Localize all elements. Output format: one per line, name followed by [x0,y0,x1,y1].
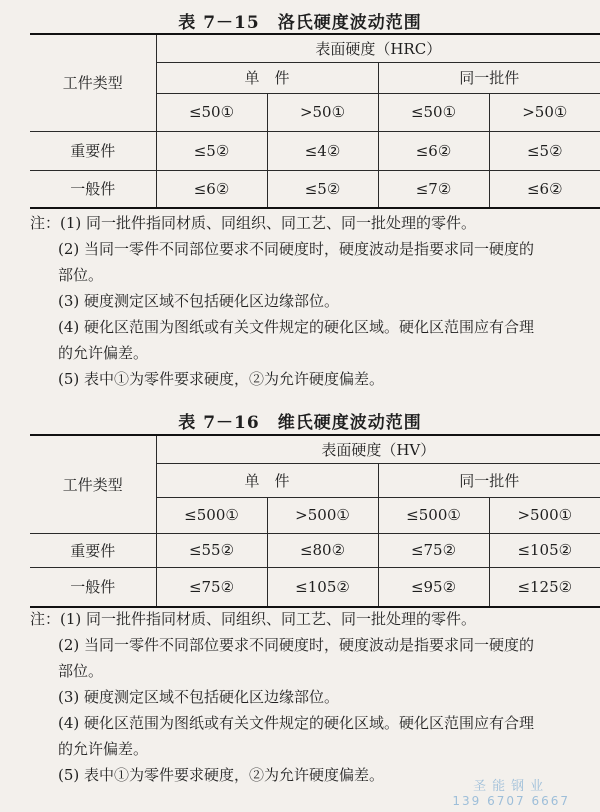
header-surface-hardness: 表面硬度（HRC） [156,34,600,62]
table-cell: ≤5② [267,170,378,208]
header-same-batch: 同一批件 [378,62,600,93]
note-4: (4) 硬化区范围为图纸或有关文件规定的硬化区域。硬化区范围应有合理 [58,714,535,732]
table-notes [30,606,598,788]
header-workpiece-type: 工件类型 [30,34,156,131]
row-label: 重要件 [30,533,156,567]
note-3: (3) 硬度测定区域不包括硬化区边缘部位。 [58,688,340,706]
subheader-cell: >50① [267,93,378,131]
row-label: 一般件 [30,170,156,208]
header-single-piece: 单 件 [156,62,378,93]
table-cell: ≤7② [378,170,489,208]
subheader-cell: ≤50① [378,93,489,131]
row-label: 重要件 [30,131,156,170]
hardness-table-hrc [30,33,600,209]
table-cell: ≤80② [267,533,378,567]
watermark [452,775,570,808]
subheader-cell: ≤50① [156,93,267,131]
table-row [30,567,600,607]
table-cell: ≤125② [489,567,600,607]
table-notes [30,210,598,392]
table-row [30,533,600,567]
table-cell: ≤75② [378,533,489,567]
table-title: 表 7－15 洛氏硬度波动范围 [178,13,422,33]
table-cell: ≤6② [489,170,600,208]
table-cell: ≤6② [156,170,267,208]
table-cell: ≤95② [378,567,489,607]
subheader-cell: ≤500① [156,497,267,533]
note-4-continued: 的允许偏差。 [58,344,149,362]
note-4-continued: 的允许偏差。 [58,740,149,758]
subheader-cell: >500① [267,497,378,533]
note-2-continued: 部位。 [58,662,104,680]
table-title: 表 7－16 维氏硬度波动范围 [178,413,422,433]
table-cell: ≤55② [156,533,267,567]
note-4: (4) 硬化区范围为图纸或有关文件规定的硬化区域。硬化区范围应有合理 [58,318,535,336]
watermark-phone: 139 6707 6667 [452,794,570,808]
table-cell: ≤105② [489,533,600,567]
note-2: (2) 当同一零件不同部位要求不同硬度时，硬度波动是指要求同一硬度的 [58,240,535,258]
note-5: (5) 表中①为零件要求硬度，②为允许硬度偏差。 [58,370,385,388]
header-same-batch: 同一批件 [378,463,600,497]
subheader-cell: >500① [489,497,600,533]
header-surface-hardness: 表面硬度（HV） [156,435,600,463]
subheader-cell: ≤500① [378,497,489,533]
note-1: 注：(1) 同一批件指同材质、同组织、同工艺、同一批处理的零件。 [30,214,477,232]
hardness-table-hv [30,434,600,608]
table-cell: ≤5② [156,131,267,170]
watermark-name: 圣能钢业 [473,779,550,794]
note-5: (5) 表中①为零件要求硬度，②为允许硬度偏差。 [58,766,385,784]
table-cell: ≤4② [267,131,378,170]
header-single-piece: 单 件 [156,463,378,497]
note-1: 注：(1) 同一批件指同材质、同组织、同工艺、同一批处理的零件。 [30,610,477,628]
note-3: (3) 硬度测定区域不包括硬化区边缘部位。 [58,292,340,310]
table-cell: ≤6② [378,131,489,170]
subheader-cell: >50① [489,93,600,131]
row-label: 一般件 [30,567,156,607]
table-cell: ≤5② [489,131,600,170]
table-cell: ≤105② [267,567,378,607]
note-2: (2) 当同一零件不同部位要求不同硬度时，硬度波动是指要求同一硬度的 [58,636,535,654]
table-row [30,170,600,208]
header-workpiece-type: 工件类型 [30,435,156,533]
note-2-continued: 部位。 [58,266,104,284]
table-cell: ≤75② [156,567,267,607]
table-row [30,131,600,170]
